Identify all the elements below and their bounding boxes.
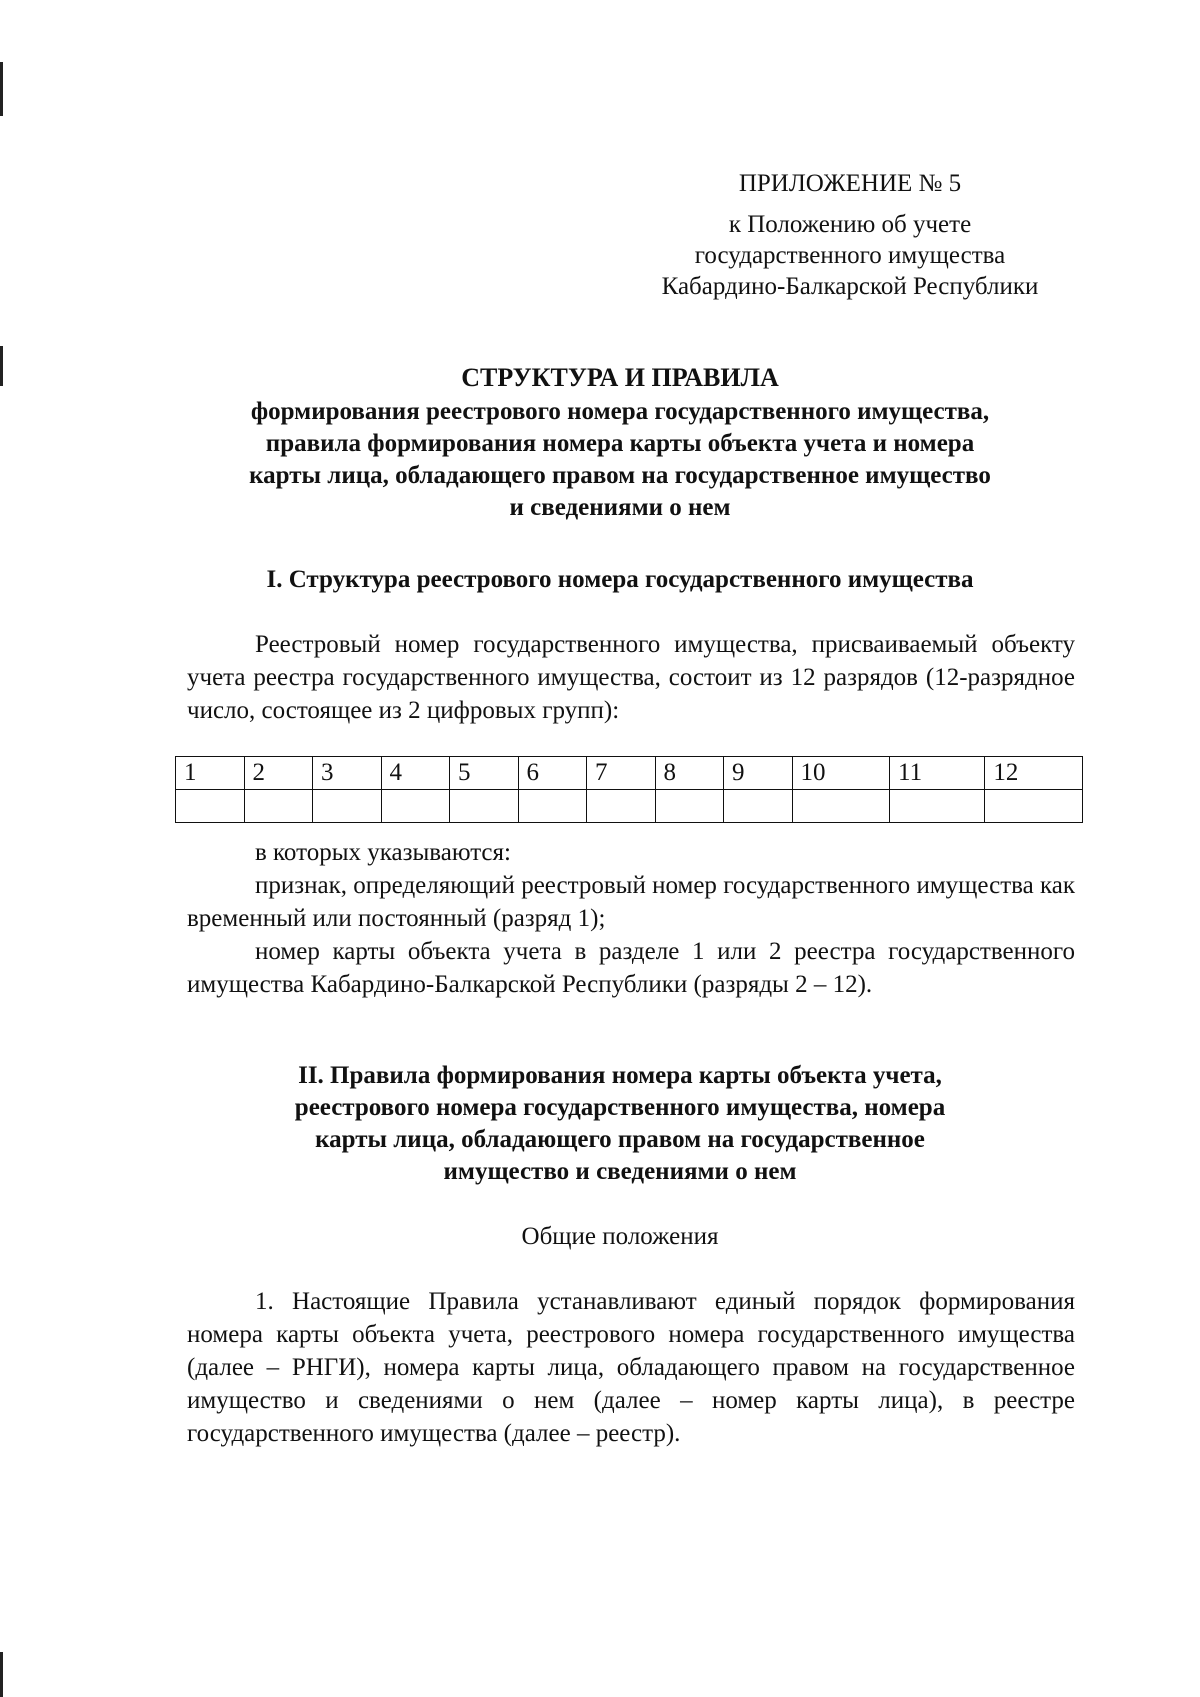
- section-2-heading-line: реестрового номера государственного имущества, номера: [294, 1094, 946, 1121]
- scan-mark-top: [0, 62, 3, 116]
- table-empty-cell: [792, 790, 890, 823]
- table-header-cell: 10: [792, 757, 890, 790]
- table-row: [176, 790, 1083, 823]
- appendix-line: Кабардино-Балкарской Республики: [661, 273, 1039, 300]
- table-empty-cell: [381, 790, 450, 823]
- table-header-cell: 7: [587, 757, 656, 790]
- section-2-heading: [180, 1060, 1060, 1188]
- appendix-line: государственного имущества: [694, 242, 1006, 269]
- appendix-line: к Положению об учете: [728, 211, 972, 238]
- table-empty-cell: [518, 790, 587, 823]
- document-title-line: формирования реестрового номера государственного имущества,: [250, 398, 990, 425]
- table-header-cell: 8: [655, 757, 724, 790]
- section-1-heading: I. Структура реестрового номера государственного имущества: [266, 566, 974, 593]
- table-empty-cell: [313, 790, 382, 823]
- appendix-title: ПРИЛОЖЕНИЕ № 5: [738, 170, 962, 197]
- section-1-item-2: номер карты объекта учета в разделе 1 или 2 реестра государственного имущества Кабардино-Балкарской Республики (разряды 2 – 12).: [187, 938, 1075, 998]
- appendix-header: [600, 168, 1100, 302]
- section-2-paragraph-1: 1. Настоящие Правила устанавливают единый порядок формирования номера карты объекта учета, реестрового номера государственного имущества (далее – РНГИ), номера карты лица, обладающего правом на государственное имущество и сведениями о нем (далее – номер карты лица), в реестре государственного имущества (далее – реестр).: [187, 1288, 1075, 1447]
- table-header-cell: 11: [890, 757, 985, 790]
- table-header-cell: 4: [381, 757, 450, 790]
- scan-mark-middle: [0, 346, 3, 386]
- section-1-intro: Реестровый номер государственного имущества, присваиваемый объекту учета реестра государственного имущества, состоит из 12 разрядов (12-разрядное число, состоящее из 2 цифровых групп):: [187, 631, 1075, 724]
- table-empty-cell: [450, 790, 519, 823]
- section-2-heading-line: карты лица, обладающего правом на государственное: [315, 1126, 925, 1153]
- table-header-cell: 3: [313, 757, 382, 790]
- section-2-heading-line: имущество и сведениями о нем: [443, 1158, 797, 1185]
- table-empty-cell: [655, 790, 724, 823]
- table-header-cell: 12: [985, 757, 1083, 790]
- table-header-cell: 2: [244, 757, 313, 790]
- scan-mark-bottom: [0, 1652, 3, 1697]
- table-header-cell: 1: [176, 757, 245, 790]
- section-1-item-1: признак, определяющий реестровый номер государственного имущества как временный или постоянный (разряд 1);: [187, 872, 1075, 932]
- table-empty-cell: [176, 790, 245, 823]
- section-2-heading-line: II. Правила формирования номера карты объекта учета,: [298, 1062, 942, 1089]
- general-provisions-subheading: Общие положения: [521, 1223, 719, 1250]
- table-empty-cell: [244, 790, 313, 823]
- table-empty-cell: [587, 790, 656, 823]
- table-empty-cell: [890, 790, 985, 823]
- document-title-line: карты лица, обладающего правом на государственное имущество: [249, 462, 991, 489]
- table-header-cell: 5: [450, 757, 519, 790]
- after-table-text: в которых указываются:: [255, 839, 511, 866]
- registry-number-digits-table: [175, 756, 1083, 823]
- table-empty-cell: [724, 790, 793, 823]
- table-header-cell: 6: [518, 757, 587, 790]
- table-empty-cell: [985, 790, 1083, 823]
- table-header-cell: 9: [724, 757, 793, 790]
- table-row: [176, 757, 1083, 790]
- document-title-main: СТРУКТУРА И ПРАВИЛА: [461, 363, 779, 392]
- document-title: [180, 362, 1060, 524]
- document-title-line: правила формирования номера карты объекта учета и номера: [265, 430, 975, 457]
- document-title-line: и сведениями о нем: [509, 494, 731, 521]
